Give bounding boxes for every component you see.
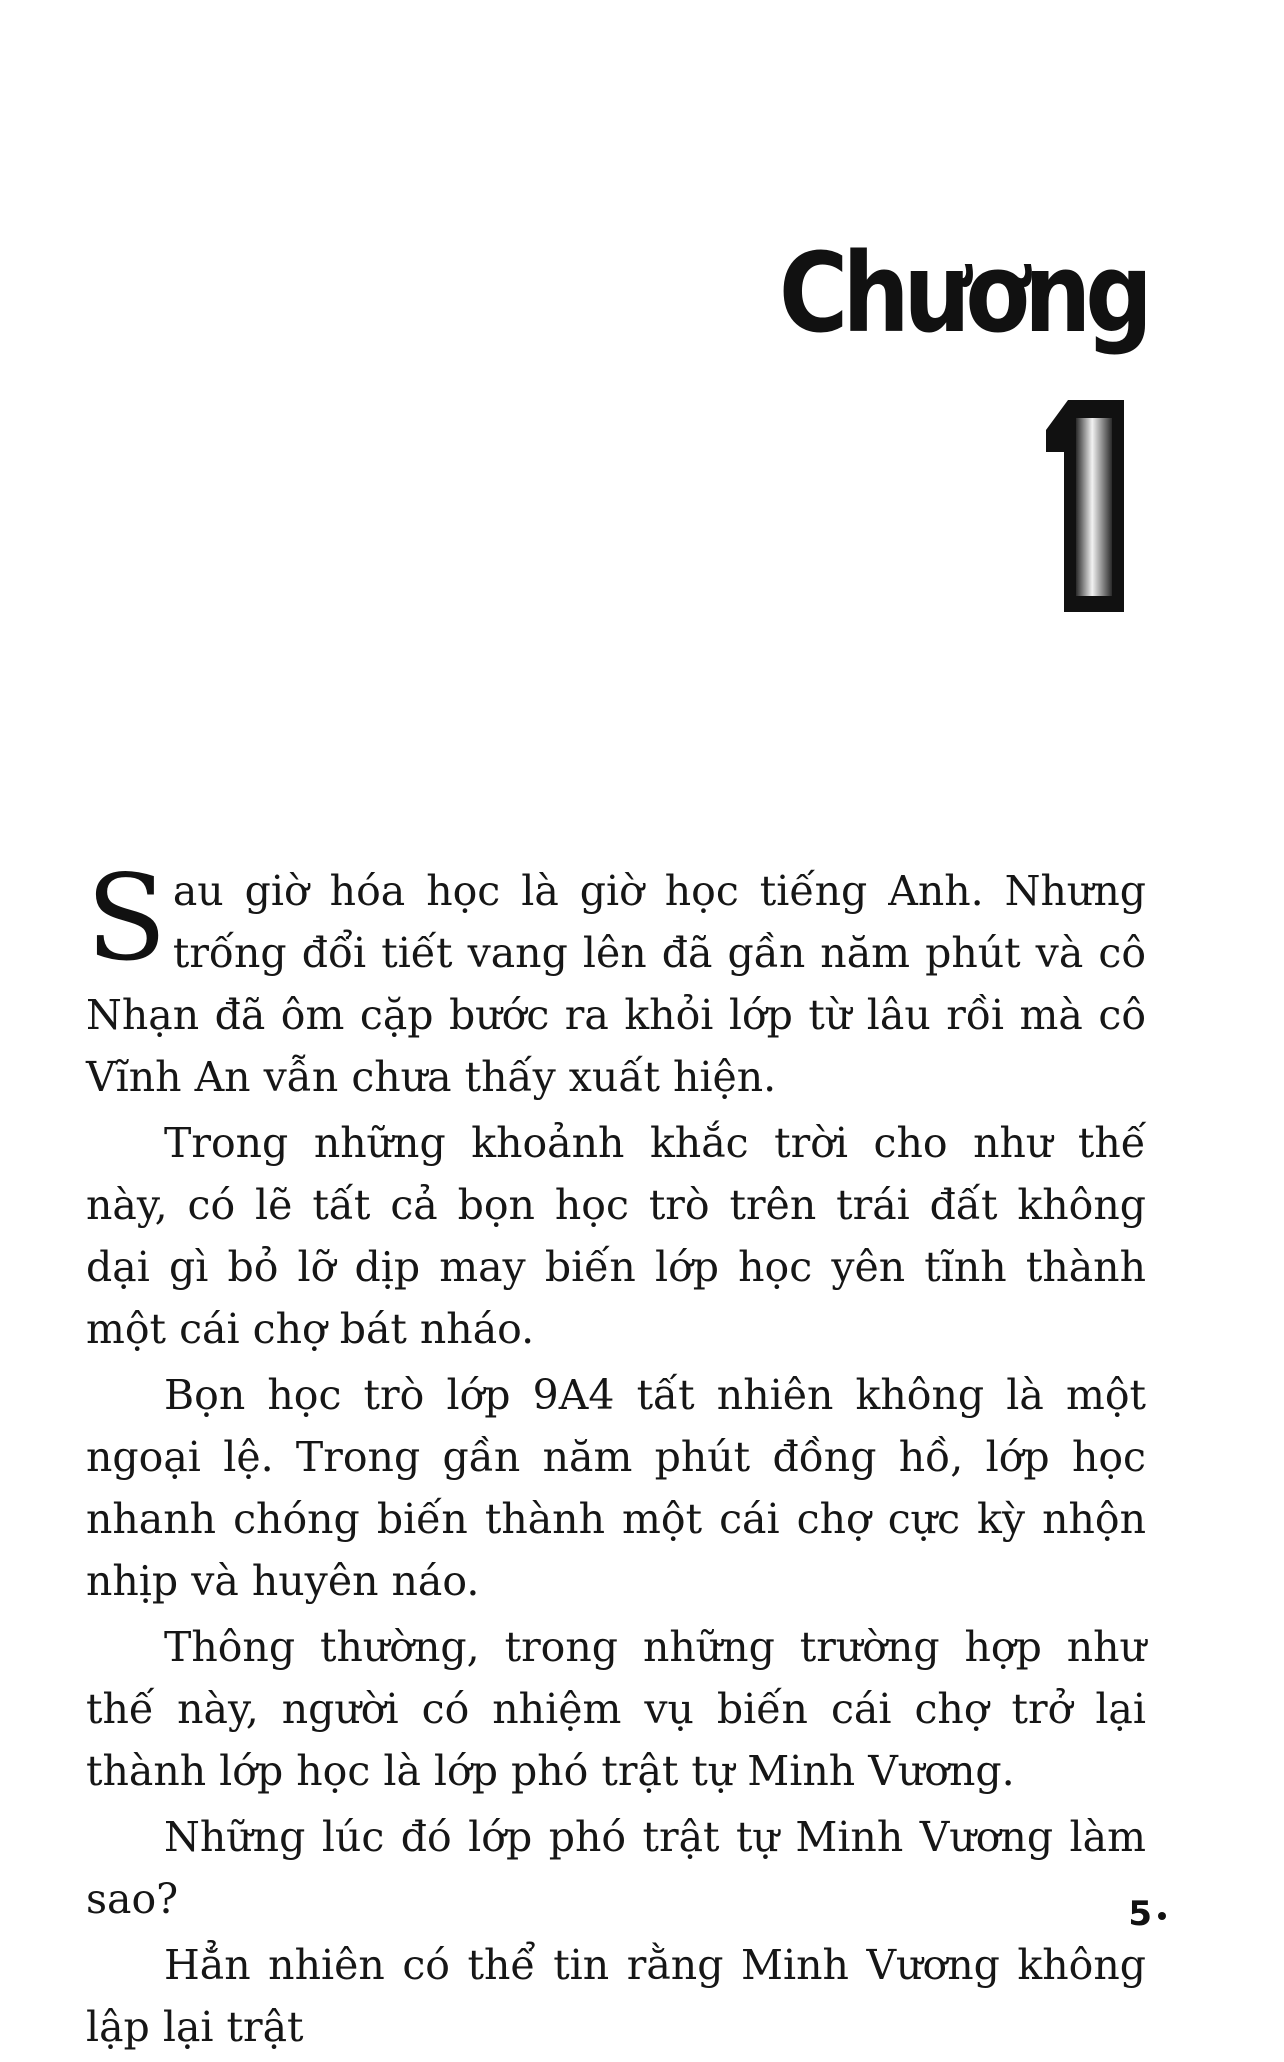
paragraph-4: Thông thường, trong những trường hợp như thế này, người có nhiệm vụ biến cái chợ trở lại thành lớp học là lớp phó trật tự Minh Vương. <box>86 1623 1146 1795</box>
paragraph-6: Hẳn nhiên có thể tin rằng Minh Vương không lập lại trật <box>86 1941 1146 2051</box>
chapter-title: Chương <box>778 229 1147 357</box>
chapter-body <box>86 849 1146 2062</box>
bullet-icon <box>1158 1912 1166 1920</box>
paragraph-2: Trong những khoảnh khắc trời cho như thế này, có lẽ tất cả bọn học trò trên trái đất không dại gì bỏ lỡ dịp may biến lớp học yên tĩnh thành một cái chợ bát nháo. <box>86 1119 1146 1353</box>
dropcap: S <box>86 849 167 987</box>
page-number: 5 <box>1128 1894 1166 1934</box>
paragraph-1: Sau giờ hóa học là giờ học tiếng Anh. Nhưng trống đổi tiết vang lên đã gần năm phút và cô Nhạn đã ôm cặp bước ra khỏi lớp từ lâu rồi mà cô Vĩnh An vẫn chưa thấy xuất hiện. <box>86 849 1146 1101</box>
chapter-number <box>1046 400 1124 612</box>
paragraph-3: Bọn học trò lớp 9A4 tất nhiên không là một ngoại lệ. Trong gần năm phút đồng hồ, lớp học nhanh chóng biến thành một cái chợ cực kỳ nhộn nhịp và huyên náo. <box>86 1371 1146 1605</box>
paragraph-5: Những lúc đó lớp phó trật tự Minh Vương làm sao? <box>86 1813 1146 1923</box>
